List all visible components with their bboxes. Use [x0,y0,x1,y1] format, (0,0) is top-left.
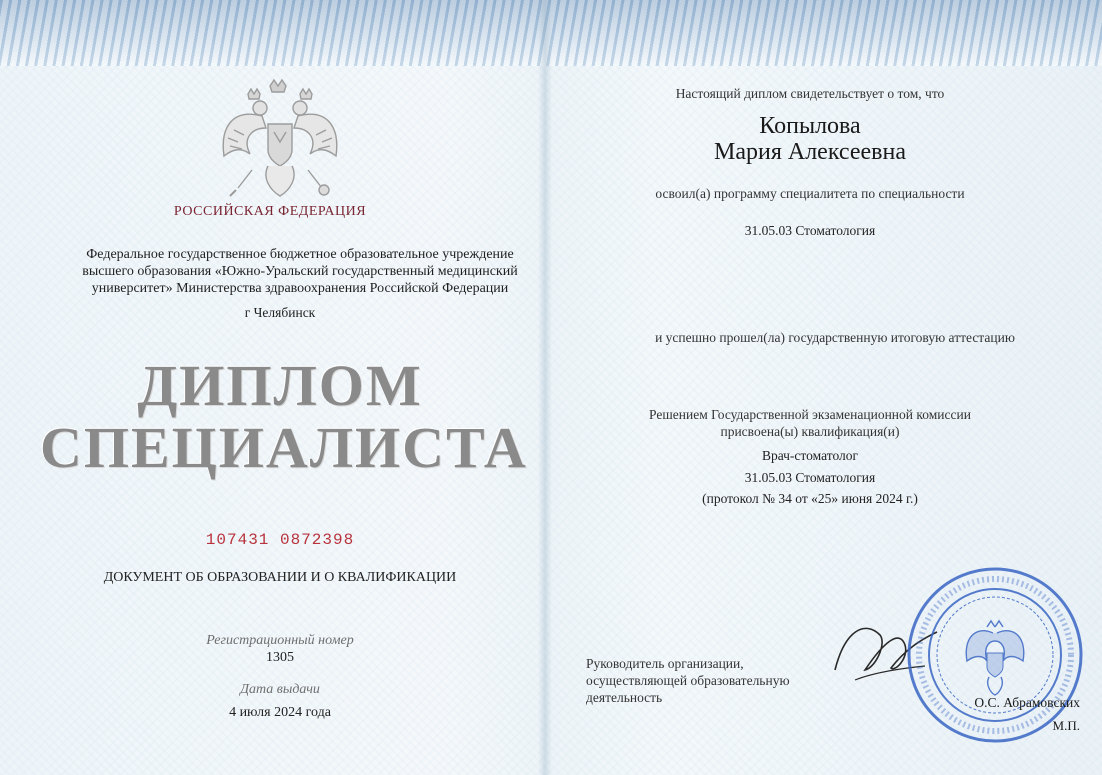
graduate-given-names: Мария Алексеевна [714,139,906,165]
program-text: освоил(а) программу специалитета по специальности [655,186,965,201]
attestation-text: и успешно прошел(ла) государственную итоговую аттестацию [655,330,1015,345]
issue-date-label: Дата выдачи [240,682,320,697]
specialty: 31.05.03 Стоматология [744,223,876,238]
russian-coat-of-arms-icon [212,78,348,206]
serial-number: 107431 0872398 [205,531,355,549]
diploma-title-line1: ДИПЛОМ [137,353,423,418]
document-type: ДОКУМЕНТ ОБ ОБРАЗОВАНИИ И О КВАЛИФИКАЦИИ [103,570,457,585]
graduate-surname: Копылова [759,113,861,139]
intro-text: Настоящий диплом свидетельствует о том, что [675,86,945,101]
issue-date: 4 июля 2024 года [229,705,331,720]
decision-line: Решением Государственной экзаменационной комиссии [649,407,971,422]
registration-number: 1305 [266,650,294,665]
head-of-organization-label [586,655,846,706]
qualification-specialty: 31.05.03 Стоматология [744,470,876,485]
commission-decision [600,406,1020,440]
country-name: РОССИЙСКАЯ ФЕДЕРАЦИЯ [173,204,367,219]
page-fold [538,0,552,775]
signer-name: О.С. Абрамовских [974,695,1080,710]
institution-line: университет» Министерства здравоохранения Российской Федерации [91,281,509,296]
registration-label: Регистрационный номер [206,633,354,648]
decision-line: присвоена(ы) квалификация(и) [720,424,900,439]
protocol-reference: (протокол № 34 от «25» июня 2024 г.) [702,491,918,506]
institution-line: высшего образования «Южно-Уральский государственный медицинский [82,264,518,279]
head-role-line: осуществляющей образовательную [586,673,790,688]
head-role-line: Руководитель организации, [586,656,744,671]
head-role-line: деятельность [586,690,663,705]
city-name: г Челябинск [244,305,316,320]
diploma-title-line2: СПЕЦИАЛИСТА [40,415,528,480]
institution-line: Федеральное государственное бюджетное образовательное учреждение [86,247,514,262]
institution-name [40,246,560,297]
qualification: Врач-стоматолог [761,448,859,463]
seal-mark: М.П. [1052,718,1080,733]
